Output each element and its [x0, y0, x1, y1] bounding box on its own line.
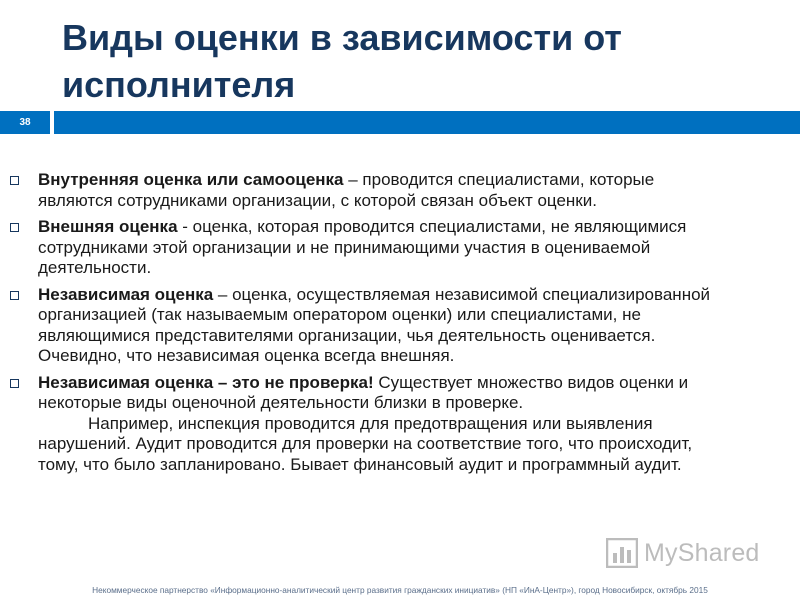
square-bullet-icon	[10, 223, 19, 232]
square-bullet-icon	[10, 379, 19, 388]
footer-credits: Некоммерческое партнерство «Информационно-аналитический центр развития гражданских инициатив» (НП «ИнА-Центр»), город Новосибирск, октябрь 2015	[92, 585, 708, 595]
definition-text: – оценка, осуществляемая независимой специализированной организацией (так называемым оператором оценки) или специалистами, не являющимися представителями организации, чья деятельность оценивается. Очевидно, что независимая оценка всегда внешняя.	[38, 284, 711, 365]
square-bullet-icon	[10, 176, 19, 185]
example-text: Например, инспекция проводится для предотвращения или выявления нарушений. Аудит проводится для проверки на соответствие того, что происходит, тому, что было запланировано. Бывает финансовый аудит и программный аудит.	[38, 413, 693, 474]
definition-text: - оценка, которая проводится специалистами, не являющимися сотрудниками этой организации и не принимающими участия в оцениваемой деятельности.	[38, 217, 687, 277]
list-item	[8, 217, 733, 279]
list-item	[8, 285, 733, 367]
term-internal-evaluation: Внутренняя оценка или самооценка	[38, 170, 344, 189]
term-not-inspection: Независимая оценка – это не проверка!	[38, 372, 374, 392]
definition-text: Существует множество видов оценки и некоторые виды оценочной деятельности близки в проверке.	[38, 372, 689, 412]
bar-chart-logo-icon	[606, 538, 638, 568]
term-external-evaluation: Внешняя оценка	[38, 217, 178, 236]
title-divider-bar	[54, 111, 800, 134]
slide-content	[8, 170, 733, 481]
square-bullet-icon	[10, 291, 19, 300]
slide-number: 38	[0, 111, 50, 134]
list-item	[8, 373, 733, 476]
list-item	[8, 170, 733, 211]
definition-text: – проводится специалистами, которые являются сотрудниками организации, с которой связан объект оценки.	[38, 170, 655, 210]
term-independent-evaluation: Независимая оценка	[38, 284, 214, 304]
logo-text: MyShared	[644, 538, 760, 567]
slide-title: Виды оценки в зависимости от исполнителя	[62, 17, 622, 105]
myshared-logo[interactable]	[606, 538, 760, 568]
